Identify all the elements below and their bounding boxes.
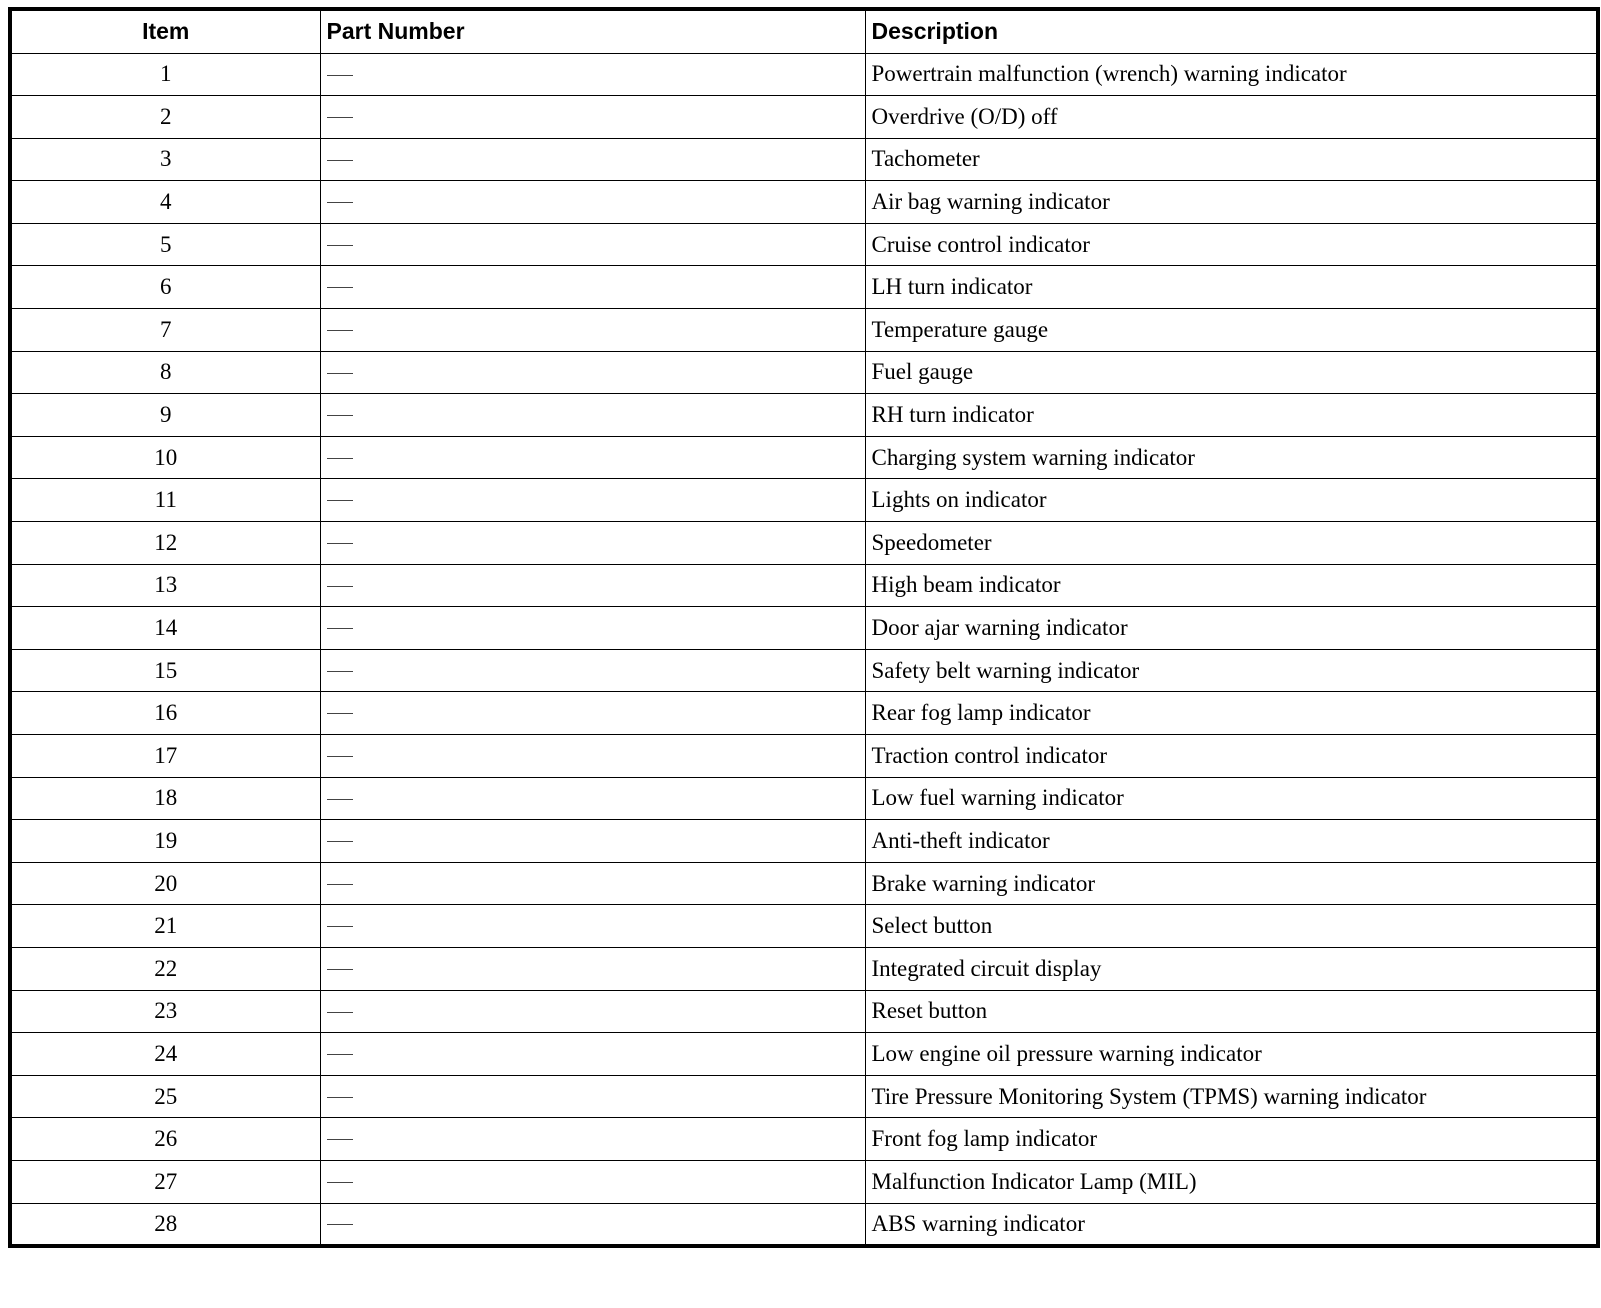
- item-number-cell: 13: [10, 564, 320, 607]
- table-row: [10, 223, 1598, 266]
- description-cell: Integrated circuit display: [865, 947, 1598, 990]
- part-number-cell: [320, 1033, 865, 1076]
- part-number-dash: [327, 926, 353, 927]
- item-number-cell: 18: [10, 777, 320, 820]
- table-row: [10, 1118, 1598, 1161]
- part-number-cell: [320, 777, 865, 820]
- part-number-dash: [327, 458, 353, 459]
- description-cell: Traction control indicator: [865, 735, 1598, 778]
- part-number-cell: [320, 309, 865, 352]
- part-number-dash: [327, 756, 353, 757]
- part-number-dash: [327, 75, 353, 76]
- part-number-dash: [327, 884, 353, 885]
- description-cell: Tachometer: [865, 138, 1598, 181]
- part-number-cell: [320, 394, 865, 437]
- part-number-cell: [320, 96, 865, 139]
- part-number-cell: [320, 181, 865, 224]
- table-row: [10, 96, 1598, 139]
- table-row: [10, 649, 1598, 692]
- description-cell: Brake warning indicator: [865, 862, 1598, 905]
- table-row: [10, 138, 1598, 181]
- description-cell: Safety belt warning indicator: [865, 649, 1598, 692]
- part-number-dash: [327, 713, 353, 714]
- description-cell: Reset button: [865, 990, 1598, 1033]
- item-number-cell: 9: [10, 394, 320, 437]
- column-header-part-number: Part Number: [320, 9, 865, 53]
- table-row: [10, 692, 1598, 735]
- part-number-cell: [320, 692, 865, 735]
- item-number-cell: 16: [10, 692, 320, 735]
- part-number-cell: [320, 649, 865, 692]
- part-number-cell: [320, 1075, 865, 1118]
- part-number-dash: [327, 586, 353, 587]
- description-cell: Low engine oil pressure warning indicator: [865, 1033, 1598, 1076]
- item-number-cell: 28: [10, 1203, 320, 1246]
- table-body: [10, 53, 1598, 1246]
- table-row: [10, 479, 1598, 522]
- part-number-cell: [320, 1203, 865, 1246]
- part-number-dash: [327, 330, 353, 331]
- part-number-cell: [320, 735, 865, 778]
- item-number-cell: 11: [10, 479, 320, 522]
- table-row: [10, 266, 1598, 309]
- part-number-dash: [327, 1097, 353, 1098]
- part-number-dash: [327, 415, 353, 416]
- description-cell: Anti-theft indicator: [865, 820, 1598, 863]
- table-row: [10, 820, 1598, 863]
- item-number-cell: 8: [10, 351, 320, 394]
- part-number-cell: [320, 479, 865, 522]
- item-number-cell: 2: [10, 96, 320, 139]
- part-number-cell: [320, 820, 865, 863]
- part-number-dash: [327, 245, 353, 246]
- table-row: [10, 905, 1598, 948]
- description-cell: Speedometer: [865, 522, 1598, 565]
- item-number-cell: 6: [10, 266, 320, 309]
- description-cell: Charging system warning indicator: [865, 436, 1598, 479]
- table-row: [10, 777, 1598, 820]
- part-number-cell: [320, 53, 865, 96]
- part-number-dash: [327, 202, 353, 203]
- description-cell: Lights on indicator: [865, 479, 1598, 522]
- table-row: [10, 309, 1598, 352]
- table-row: [10, 181, 1598, 224]
- item-number-cell: 15: [10, 649, 320, 692]
- table-row: [10, 607, 1598, 650]
- part-number-dash: [327, 287, 353, 288]
- item-number-cell: 3: [10, 138, 320, 181]
- item-number-cell: 10: [10, 436, 320, 479]
- description-cell: Tire Pressure Monitoring System (TPMS) warning indicator: [865, 1075, 1598, 1118]
- description-cell: LH turn indicator: [865, 266, 1598, 309]
- part-number-dash: [327, 373, 353, 374]
- item-number-cell: 24: [10, 1033, 320, 1076]
- part-number-cell: [320, 1118, 865, 1161]
- part-number-dash: [327, 543, 353, 544]
- part-number-dash: [327, 671, 353, 672]
- description-cell: Overdrive (O/D) off: [865, 96, 1598, 139]
- item-number-cell: 25: [10, 1075, 320, 1118]
- description-cell: Cruise control indicator: [865, 223, 1598, 266]
- part-number-cell: [320, 266, 865, 309]
- item-number-cell: 27: [10, 1160, 320, 1203]
- part-number-cell: [320, 862, 865, 905]
- part-number-dash: [327, 1182, 353, 1183]
- parts-table: [8, 7, 1600, 1248]
- description-cell: High beam indicator: [865, 564, 1598, 607]
- parts-table-container: [8, 7, 1596, 1248]
- item-number-cell: 22: [10, 947, 320, 990]
- description-cell: Low fuel warning indicator: [865, 777, 1598, 820]
- description-cell: ABS warning indicator: [865, 1203, 1598, 1246]
- item-number-cell: 26: [10, 1118, 320, 1161]
- part-number-dash: [327, 1012, 353, 1013]
- item-number-cell: 14: [10, 607, 320, 650]
- column-header-item: Item: [10, 9, 320, 53]
- table-row: [10, 53, 1598, 96]
- description-cell: Rear fog lamp indicator: [865, 692, 1598, 735]
- part-number-dash: [327, 1054, 353, 1055]
- item-number-cell: 7: [10, 309, 320, 352]
- part-number-dash: [327, 160, 353, 161]
- part-number-dash: [327, 799, 353, 800]
- part-number-cell: [320, 1160, 865, 1203]
- table-row: [10, 1075, 1598, 1118]
- part-number-cell: [320, 947, 865, 990]
- description-cell: Select button: [865, 905, 1598, 948]
- description-cell: Fuel gauge: [865, 351, 1598, 394]
- table-row: [10, 394, 1598, 437]
- column-header-description: Description: [865, 9, 1598, 53]
- description-cell: RH turn indicator: [865, 394, 1598, 437]
- table-row: [10, 1160, 1598, 1203]
- table-row: [10, 522, 1598, 565]
- table-row: [10, 862, 1598, 905]
- item-number-cell: 1: [10, 53, 320, 96]
- part-number-dash: [327, 628, 353, 629]
- table-row: [10, 564, 1598, 607]
- table-row: [10, 990, 1598, 1033]
- part-number-cell: [320, 564, 865, 607]
- description-cell: Front fog lamp indicator: [865, 1118, 1598, 1161]
- part-number-cell: [320, 522, 865, 565]
- item-number-cell: 5: [10, 223, 320, 266]
- part-number-cell: [320, 905, 865, 948]
- table-header-row: [10, 9, 1598, 53]
- description-cell: Temperature gauge: [865, 309, 1598, 352]
- part-number-dash: [327, 1139, 353, 1140]
- description-cell: Malfunction Indicator Lamp (MIL): [865, 1160, 1598, 1203]
- part-number-dash: [327, 841, 353, 842]
- part-number-cell: [320, 351, 865, 394]
- item-number-cell: 19: [10, 820, 320, 863]
- description-cell: Powertrain malfunction (wrench) warning indicator: [865, 53, 1598, 96]
- part-number-cell: [320, 990, 865, 1033]
- part-number-dash: [327, 1224, 353, 1225]
- description-cell: Air bag warning indicator: [865, 181, 1598, 224]
- item-number-cell: 17: [10, 735, 320, 778]
- part-number-cell: [320, 436, 865, 479]
- table-row: [10, 735, 1598, 778]
- table-row: [10, 351, 1598, 394]
- description-cell: Door ajar warning indicator: [865, 607, 1598, 650]
- table-row: [10, 436, 1598, 479]
- item-number-cell: 23: [10, 990, 320, 1033]
- table-row: [10, 1203, 1598, 1246]
- part-number-cell: [320, 138, 865, 181]
- item-number-cell: 21: [10, 905, 320, 948]
- item-number-cell: 4: [10, 181, 320, 224]
- part-number-dash: [327, 500, 353, 501]
- item-number-cell: 12: [10, 522, 320, 565]
- part-number-cell: [320, 607, 865, 650]
- item-number-cell: 20: [10, 862, 320, 905]
- table-row: [10, 1033, 1598, 1076]
- part-number-cell: [320, 223, 865, 266]
- part-number-dash: [327, 969, 353, 970]
- part-number-dash: [327, 117, 353, 118]
- table-row: [10, 947, 1598, 990]
